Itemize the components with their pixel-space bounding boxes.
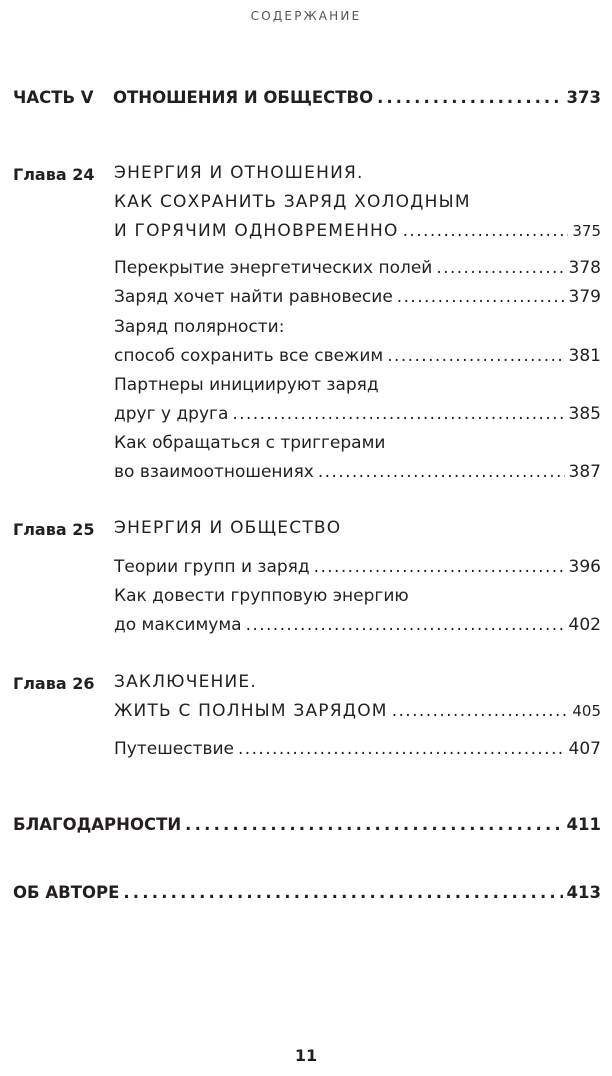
page-ref: 385 [568,404,601,424]
toc-section[interactable] [114,553,601,582]
page-ref: 407 [568,739,601,759]
dot-leader [238,735,565,764]
toc-section[interactable] [114,429,601,487]
page-ref: 387 [568,462,601,482]
dot-leader [397,283,565,312]
toc-acknowledgements-entry[interactable] [13,815,601,834]
chapter-title[interactable] [114,159,601,246]
page-ref: 378 [568,258,601,278]
toc-section[interactable] [114,371,601,429]
section-title: Теории групп и заряд [114,557,310,577]
dot-leader [387,342,564,371]
toc-about-author-entry[interactable] [13,883,601,902]
chapter-title-line: ЭНЕРГИЯ И ОТНОШЕНИЯ. [114,163,364,183]
chapter-title-line: ЗАКЛЮЧЕНИЕ. [114,672,257,692]
page-ref: 375 [572,222,601,240]
dot-leader [123,883,562,902]
section-title: Путешествие [114,739,234,759]
chapter-title-line: И ГОРЯЧИМ ОДНОВРЕМЕННО [114,221,399,241]
dot-leader [185,815,562,834]
section-title: во взаимоотношениях [114,462,314,482]
toc-section[interactable] [114,735,601,764]
section-title: Заряд хочет найти равновесие [114,287,393,307]
chapter-title-line: ЭНЕРГИЯ И ОБЩЕСТВО [114,518,342,538]
dot-leader [318,458,565,487]
toc-section[interactable] [114,313,601,371]
dot-leader [436,254,564,283]
section-title: Партнеры инициируют заряд [114,375,379,395]
section-title: способ сохранить все свежим [114,346,384,366]
page-ref: 413 [566,883,601,902]
entry-title: БЛАГОДАРНОСТИ [13,815,182,834]
chapter-label: Глава 25 [13,520,95,539]
toc-section[interactable] [114,254,601,283]
dot-leader [314,553,565,582]
section-title: Перекрытие энергетических полей [114,258,433,278]
page-number: 11 [294,1046,318,1065]
section-title: до максимума [114,615,242,635]
dot-leader [403,217,569,246]
dot-leader [392,697,569,726]
page-ref: 402 [568,615,601,635]
part-label: ЧАСТЬ V [13,88,94,107]
dot-leader [232,400,564,429]
dot-leader [377,88,562,107]
chapter-title[interactable] [114,514,601,543]
chapter-label: Глава 26 [13,674,95,693]
page-ref: 379 [568,287,601,307]
chapter-title-line: ЖИТЬ С ПОЛНЫМ ЗАРЯДОМ [114,701,388,721]
section-title: Заряд полярности: [114,317,285,337]
toc-section[interactable] [114,582,601,640]
page-ref: 396 [568,557,601,577]
page-ref: 373 [566,88,601,107]
section-title: друг у друга [114,404,229,424]
page-ref: 381 [568,346,601,366]
part-title: ОТНОШЕНИЯ И ОБЩЕСТВО [113,88,374,107]
section-title: Как обращаться с триггерами [114,433,386,453]
toc-section[interactable] [114,283,601,312]
entry-title: ОБ АВТОРЕ [13,883,120,902]
page-ref: 411 [566,815,601,834]
page-header: СОДЕРЖАНИЕ [250,9,362,23]
chapter-title[interactable] [114,668,601,726]
chapter-title-line: КАК СОХРАНИТЬ ЗАРЯД ХОЛОДНЫМ [114,192,471,212]
dot-leader [246,611,565,640]
chapter-label: Глава 24 [13,165,95,184]
section-title: Как довести групповую энергию [114,586,409,606]
toc-part-entry[interactable] [13,88,601,107]
page-ref: 405 [572,702,601,720]
